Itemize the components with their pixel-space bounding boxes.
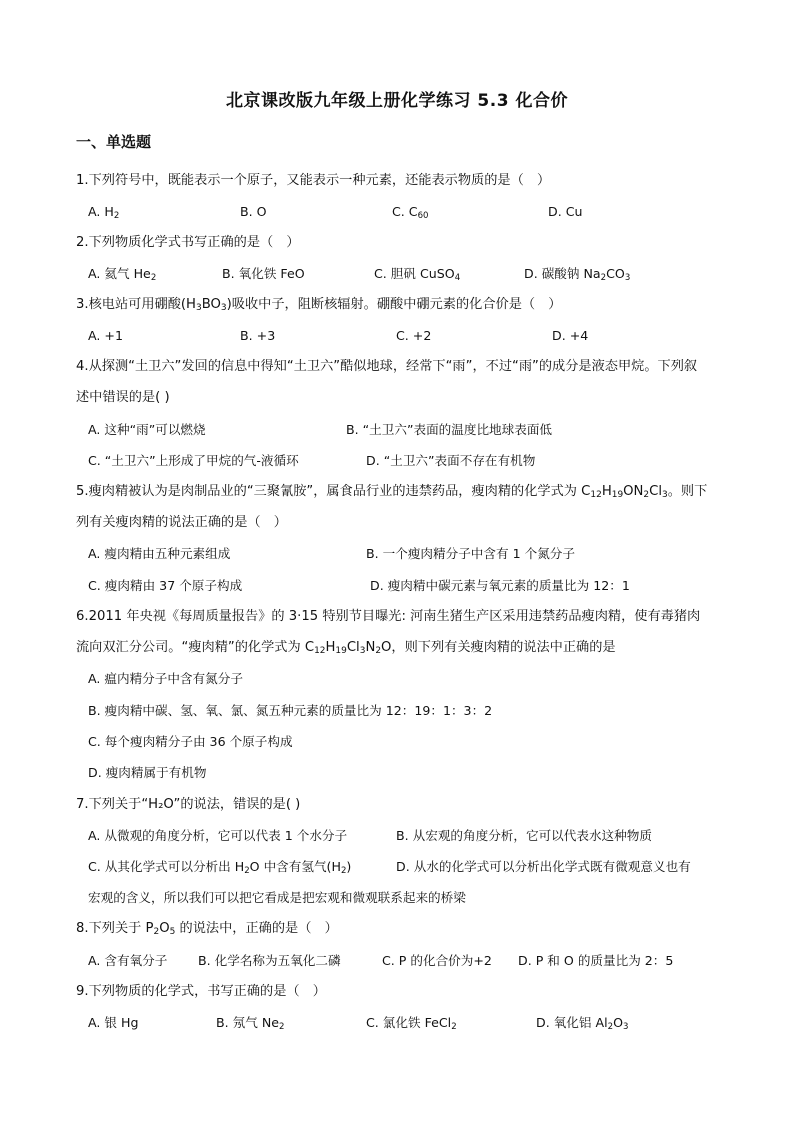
question-2-option-c[interactable]: C. 胆矾 CuSO$_4$	[374, 266, 461, 284]
question-7-option-b[interactable]: B. 从宏观的角度分析，它可以代表水这种物质	[396, 828, 652, 843]
question-5-stem-line-1: 5.瘦肉精被认为是肉制品业的“三聚氰胺”，属食品行业的违禁药品，瘦肉精的化学式为 $C_{12}H_{19}ON_2Cl_3$。则下	[76, 484, 708, 501]
question-9-option-b[interactable]: B. 氖气 $Ne_2$	[216, 1015, 285, 1033]
question-9-option-a[interactable]: A. 银 Hg	[88, 1015, 139, 1030]
question-7-option-a[interactable]: A. 从微观的角度分析，它可以代表 1 个水分子	[88, 828, 348, 843]
question-4-option-a[interactable]: A. 这种“雨”可以燃烧	[88, 422, 206, 437]
question-8-stem: 8.下列关于 $P_2O_5$ 的说法中，正确的是（ ）	[76, 921, 338, 938]
question-2-option-b[interactable]: B. 氧化铁 FeO	[222, 266, 305, 281]
question-1-option-d[interactable]: D. Cu	[548, 204, 583, 219]
question-3-stem: 3.核电站可用硼酸$(H_3BO_3)$吸收中子，阻断核辐射。硼酸中硼元素的化合价是（ ）	[76, 297, 562, 314]
question-6-stem-line-2: 流向双汇分公司。“瘦肉精”的化学式为 $C_{12}H_{19}Cl_3N_2O$，则下列有关瘦肉精的说法中正确的是	[76, 640, 616, 657]
question-7-option-d-continued: 宏观的含义，所以我们可以把它看成是把宏观和微观联系起来的桥梁	[88, 890, 466, 905]
question-5-option-a[interactable]: A. 瘦肉精由五种元素组成	[88, 546, 231, 561]
question-5-option-c[interactable]: C. 瘦肉精由 37 个原子构成	[88, 578, 243, 593]
question-3-option-d[interactable]: D. +4	[552, 328, 589, 343]
question-7-stem: 7.下列关于“H₂O”的说法，错误的是( )	[76, 797, 301, 812]
question-4-option-b[interactable]: B. “土卫六”表面的温度比地球表面低	[346, 422, 553, 437]
question-2-option-d[interactable]: D. 碳酸钠 $Na_2CO_3$	[524, 266, 631, 284]
document-title: 北京课改版九年级上册化学练习 5.3 化合价	[226, 91, 568, 111]
question-9-stem: 9.下列物质的化学式，书写正确的是（ ）	[76, 984, 326, 999]
question-9-option-c[interactable]: C. 氯化铁 FeCl$_2$	[366, 1015, 457, 1033]
question-3-option-a[interactable]: A. +1	[88, 328, 123, 343]
question-4-option-c[interactable]: C. “土卫六”上形成了甲烷的气-液循环	[88, 453, 299, 468]
question-8-option-a[interactable]: A. 含有氧分子	[88, 953, 168, 968]
question-4-option-d[interactable]: D. “土卫六”表面不存在有机物	[366, 453, 536, 468]
question-6-option-c[interactable]: C. 每个瘦肉精分子由 36 个原子构成	[88, 734, 293, 749]
question-1-option-c[interactable]: C. $C_{60}$	[392, 204, 429, 222]
question-7-option-d[interactable]: D. 从水的化学式可以分析出化学式既有微观意义也有	[396, 859, 691, 874]
question-1-option-b[interactable]: B. O	[240, 204, 267, 219]
question-8-option-d[interactable]: D. P 和 O 的质量比为 2：5	[518, 953, 674, 968]
question-5-stem-line-2: 列有关瘦肉精的说法正确的是（ ）	[76, 515, 287, 530]
question-9-option-d[interactable]: D. 氧化铝 $Al_2O_3$	[536, 1015, 629, 1033]
question-8-option-b[interactable]: B. 化学名称为五氧化二磷	[198, 953, 341, 968]
question-5-option-d[interactable]: D. 瘦肉精中碳元素与氧元素的质量比为 12：1	[370, 578, 630, 593]
question-3-option-b[interactable]: B. +3	[240, 328, 276, 343]
question-4-stem-line-2: 述中错误的是( )	[76, 390, 170, 405]
question-7-option-c[interactable]: C. 从其化学式可以分析出 $H_2O$ 中含有氢气$(H_2)$	[88, 859, 352, 877]
question-8-option-c[interactable]: C. P 的化合价为+2	[382, 953, 492, 968]
question-1-option-a[interactable]: A. $H_2$	[88, 204, 120, 222]
question-1-stem: 1.下列符号中，既能表示一个原子，又能表示一种元素，还能表示物质的是（ ）	[76, 173, 551, 188]
question-6-option-d[interactable]: D. 瘦肉精属于有机物	[88, 765, 207, 780]
question-2-stem: 2.下列物质化学式书写正确的是（ ）	[76, 235, 300, 250]
question-5-option-b[interactable]: B. 一个瘦肉精分子中含有 1 个氮分子	[366, 546, 575, 561]
question-6-stem-line-1: 6.2011 年央视《每周质量报告》的 3·15 特别节目曝光: 河南生猪生产区采用违禁药品瘦肉精，使有毒猪肉	[76, 609, 701, 624]
question-3-option-c[interactable]: C. +2	[396, 328, 432, 343]
section-title: 一、单选题	[76, 133, 152, 151]
question-4-stem-line-1: 4.从探测“土卫六”发回的信息中得知“土卫六”酷似地球，经常下“雨”，不过“雨”的成分是液态甲烷。下列叙	[76, 359, 698, 374]
question-6-option-a[interactable]: A. 瘟内精分子中含有氮分子	[88, 671, 243, 686]
question-6-option-b[interactable]: B. 瘦肉精中碳、氢、氧、氯、氮五种元素的质量比为 12：19：1：3：2	[88, 703, 493, 718]
question-2-option-a[interactable]: A. 氦气 $He_2$	[88, 266, 157, 284]
